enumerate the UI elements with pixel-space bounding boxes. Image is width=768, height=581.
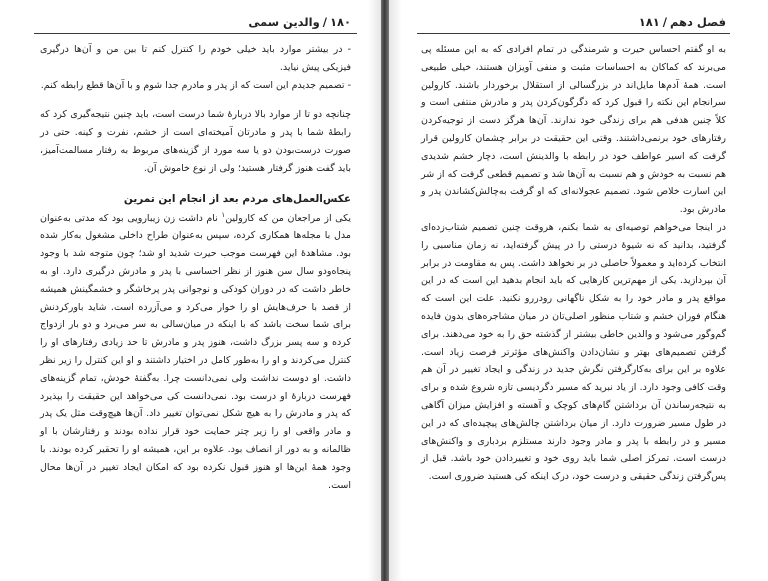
list-item: - تصمیم جدیدم این است که از پدر و مادرم جدا شوم و با آن‌ها قطع رابطه کنم. <box>40 79 351 91</box>
left-page-header <box>40 12 351 32</box>
left-paragraph-2-rest: نام داشت زن زیبارویی بود که مدتی به‌عنوان مدل با مجله‌ها همکاری کرده، سپس به‌عنوان طراح داخلی مشغول به‌کار شده بود. مشاهدهٔ این فهرست موجب حیرت شدید او شد؛ چون متوجه شد با وجود پنجاه‌ودو سال سن هنوز از نظر احساسی با پدر و مادرش درگیری دارد. او به خاطر داشت که در دوران کودکی و نوجوانی پدر پرخاشگر و خشمگینش همیشه از قصد با حرف‌هایش او را خوار می‌کرد و می‌آزرده است. شاید باورکردنش برای شما سخت باشد که با اینکه در میان‌سالی به سر می‌برد و دو بار ازدواج کرده و سه پسر بزرگ داشت، هنوز پدر و مادرش تا حد زیادی رفتارهای او را کنترل می‌کردند و او را به‌طور کامل در اختیار داشتند و او این کنترل را زیر نظر داشت. او دوست نداشت ولی نمی‌دانست چرا. به‌گفتهٔ خودش، تمام گزینه‌های فهرست دربارهٔ او درست بود. نمی‌دانست کی می‌خواهد این حقیقت را بپذیرد که پدر و مادرش را به هیچ شکل نمی‌توان تغییر داد. آن‌ها هیچ‌وقت مثل یک پدر و مادر واقعی او را زیر چتر حمایت خود قرار نداده بودند و رفتارشان با او ظالمانه و به دور از انصاف بود. علاوه بر این، همیشه او را تحقیر کرده بودند. با وجود همهٔ این‌ها او هنوز قبول نکرده بود که امکان ایجاد تغییر در آن‌ها محال است. <box>40 212 351 491</box>
left-paragraph-1: چنانچه دو تا از موارد بالا دربارهٔ شما درست است، باید چنین نتیجه‌گیری کرد که رابطهٔ شما با پدر و مادرتان آمیخته‌ای است از خشم، نفرت و کینه. حتی در صورت درست‌بودن دو یا سه مورد از گزینه‌های مربوط به رفتار مسالمت‌آمیز، باید گفت هنوز گرفتار هستید؛ ولی از نوع خاموش آن. <box>40 109 351 174</box>
right-page-body <box>421 41 726 486</box>
right-chapter-title: فصل دهم <box>669 15 726 29</box>
footnote-marker: ۱ <box>221 210 226 219</box>
left-paragraph-2 <box>40 210 351 495</box>
right-page-header <box>423 12 726 32</box>
section-heading: عکس‌العمل‌های مردم بعد از انجام این تمرین <box>123 192 351 205</box>
left-page-body <box>40 41 351 494</box>
list-item: - در بیشتر موارد باید خیلی خودم را کنترل کنم تا بین من و آن‌ها درگیری فیزیکی پیش نیاید. <box>40 44 351 73</box>
right-paragraph-2: در اینجا می‌خواهم توصیه‌ای به شما بکنم، هروقت چنین تصمیم شتاب‌زده‌ای گرفتید، بدانید که نه شیوهٔ درستی را در پیش گرفته‌اید، نه زمان مناسبی را انتخاب کرده‌اید و معمولاً حاصلی در بر نخواهد داشت. پس به مقاومت در برابر آن بپردازید. یکی از مهم‌ترین کارهایی که باید انجام بدهید این است که در این مواقع پدر و مادر خود را به شکل ناگهانی رودررو نکنید. علت این است که هنگام فوران خشم و شتاب منظور اصلی‌تان در میان مشاجره‌های بدون فایده گم‌وگور می‌شود و والدین خاطی بیشتر از گذشته حق را به خود می‌دهند. برای گرفتن تصمیم‌های بهتر و نشان‌دادن واکنش‌های مؤثرتر فرصت زیاد است. علاوه بر این برای به‌کارگرفتن نگرش جدید در زندگی و ایجاد تغییر در آن هم وقت کافی وجود دارد. از یاد نبرید که مسیر دگردیسی تازه شروع شده و برای به نتیجه‌رساندن آن برداشتن گام‌های کوچک و آهسته و افزایش میزان آگاهی در طول مسیر ضرورت دارد. از میان برداشتن چالش‌های پیچیده‌ای که در این مسیر و در رابطه با پدر و مادر وجود دارند مستلزم بردباری و واکنش‌های درست است. تمرکز اصلی شما باید روی خود و تغییردادن خود باشد. قبل از پس‌گرفتن زندگی حقیقی و درست خود، درک اینکه کی هستید ضروری است. <box>421 221 726 483</box>
spacer <box>40 178 351 190</box>
right-page <box>389 0 768 581</box>
right-page-number: ۱۸۱ <box>638 15 660 29</box>
left-header-separator: / <box>322 15 327 29</box>
book-gutter <box>381 0 389 581</box>
right-header-rule <box>417 33 730 34</box>
left-page-number: ۱۸۰ <box>329 15 351 29</box>
right-header-separator: / <box>662 15 667 29</box>
left-page <box>0 0 381 581</box>
left-book-title: والدین سمی <box>248 15 320 29</box>
spacer <box>40 94 351 106</box>
left-paragraph-2-start: یکی از مراجعان من که کارولین <box>225 212 351 224</box>
right-paragraph-1: به او گفتم احساس حیرت و شرمندگی در تمام افرادی که به این مسئله پی می‌برند که کماکان به احساسات مثبت و منفی آویزان هستند، خیلی طبیعی است. همهٔ آدم‌ها مایل‌اند در بزرگسالی از استقلال برخوردار باشند. کارولین سرانجام این نکته را قبول کرد که دگرگون‌کردن پدر و مادرش منتفی است و کلاً چنین هدفی هم برای زندگی خود ندارند. آن‌ها هرگز دست از توجیه‌کردن رفتارهای خود برنمی‌داشتند. وقتی این حقیقت در برابر چشمان کارولین قرار گرفت که اسیر عواطف خود در رابطه با والدینش است، دچار خشم شدیدی هم نسبت به خودش و هم نسبت به آن‌ها شد و تصمیم قطعی گرفت که از شر این اسارت خلاص شود. تصمیم عجولانه‌ای که او گرفت به‌چالش‌کشاندن پدر و مادرش بود. <box>421 44 726 216</box>
left-header-rule <box>34 33 357 34</box>
